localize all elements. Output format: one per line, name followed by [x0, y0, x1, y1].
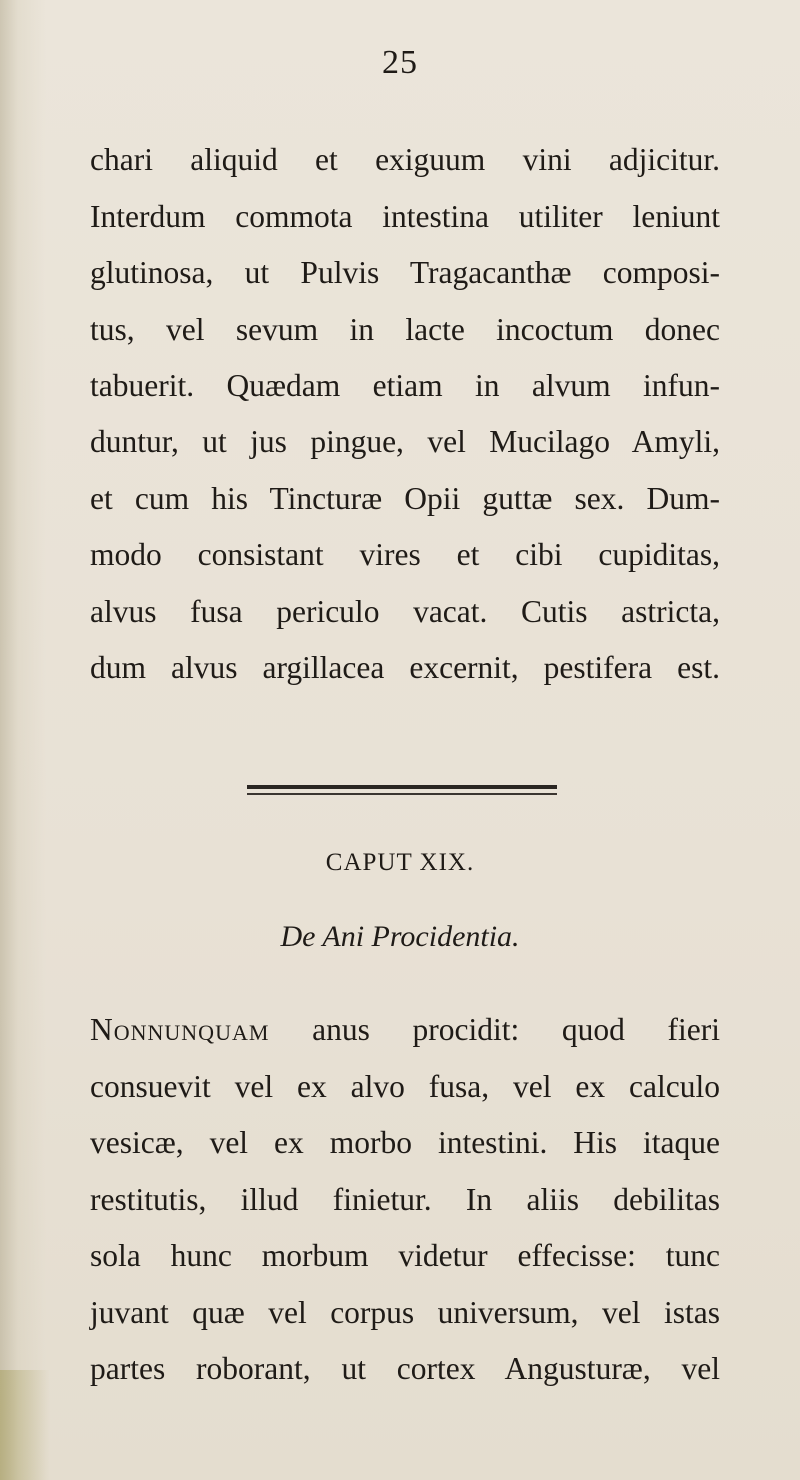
text-line: Interdum commota intestina utiliter leniunt: [90, 199, 720, 234]
first-line-rest: anus procidit: quod fieri: [269, 1012, 720, 1047]
text-line: sola hunc morbum videtur effecisse: tunc: [90, 1238, 720, 1273]
chapter-subtitle: De Ani Procidentia.: [280, 920, 520, 953]
section-divider-thin: [247, 793, 557, 795]
text-line: glutinosa, ut Pulvis Tragacanthæ composi-: [90, 255, 720, 290]
chapter-heading: CAPUT XIX.: [325, 849, 475, 876]
page-stain: [0, 1370, 50, 1480]
text-line: chari aliquid et exiguum vini adjicitur.: [90, 142, 720, 177]
opening-word: Nonnunquam: [90, 1012, 270, 1047]
text-line: alvus fusa periculo vacat. Cutis astricta,: [90, 594, 720, 629]
text-line: juvant quæ vel corpus universum, vel istas: [90, 1295, 720, 1330]
text-line: partes roborant, ut cortex Angusturæ, vel: [90, 1351, 720, 1386]
text-line: tabuerit. Quædam etiam in alvum infun-: [90, 368, 720, 403]
section-divider-thick: [247, 785, 557, 789]
text-line: tus, vel sevum in lacte incoctum donec: [90, 312, 720, 347]
text-line: et cum his Tincturæ Opii guttæ sex. Dum-: [90, 481, 720, 516]
text-line: vesicæ, vel ex morbo intestini. His itaque: [90, 1125, 720, 1160]
text-line: consuevit vel ex alvo fusa, vel ex calculo: [90, 1069, 720, 1104]
text-line: dum alvus argillacea excernit, pestifera est.: [90, 650, 720, 685]
page-number: 25: [382, 44, 418, 81]
text-line: duntur, ut jus pingue, vel Mucilago Amyli,: [90, 424, 720, 459]
text-line-first: [90, 1008, 720, 1052]
text-line: modo consistant vires et cibi cupiditas,: [90, 537, 720, 572]
text-line: restitutis, illud finietur. In aliis debilitas: [90, 1182, 720, 1217]
